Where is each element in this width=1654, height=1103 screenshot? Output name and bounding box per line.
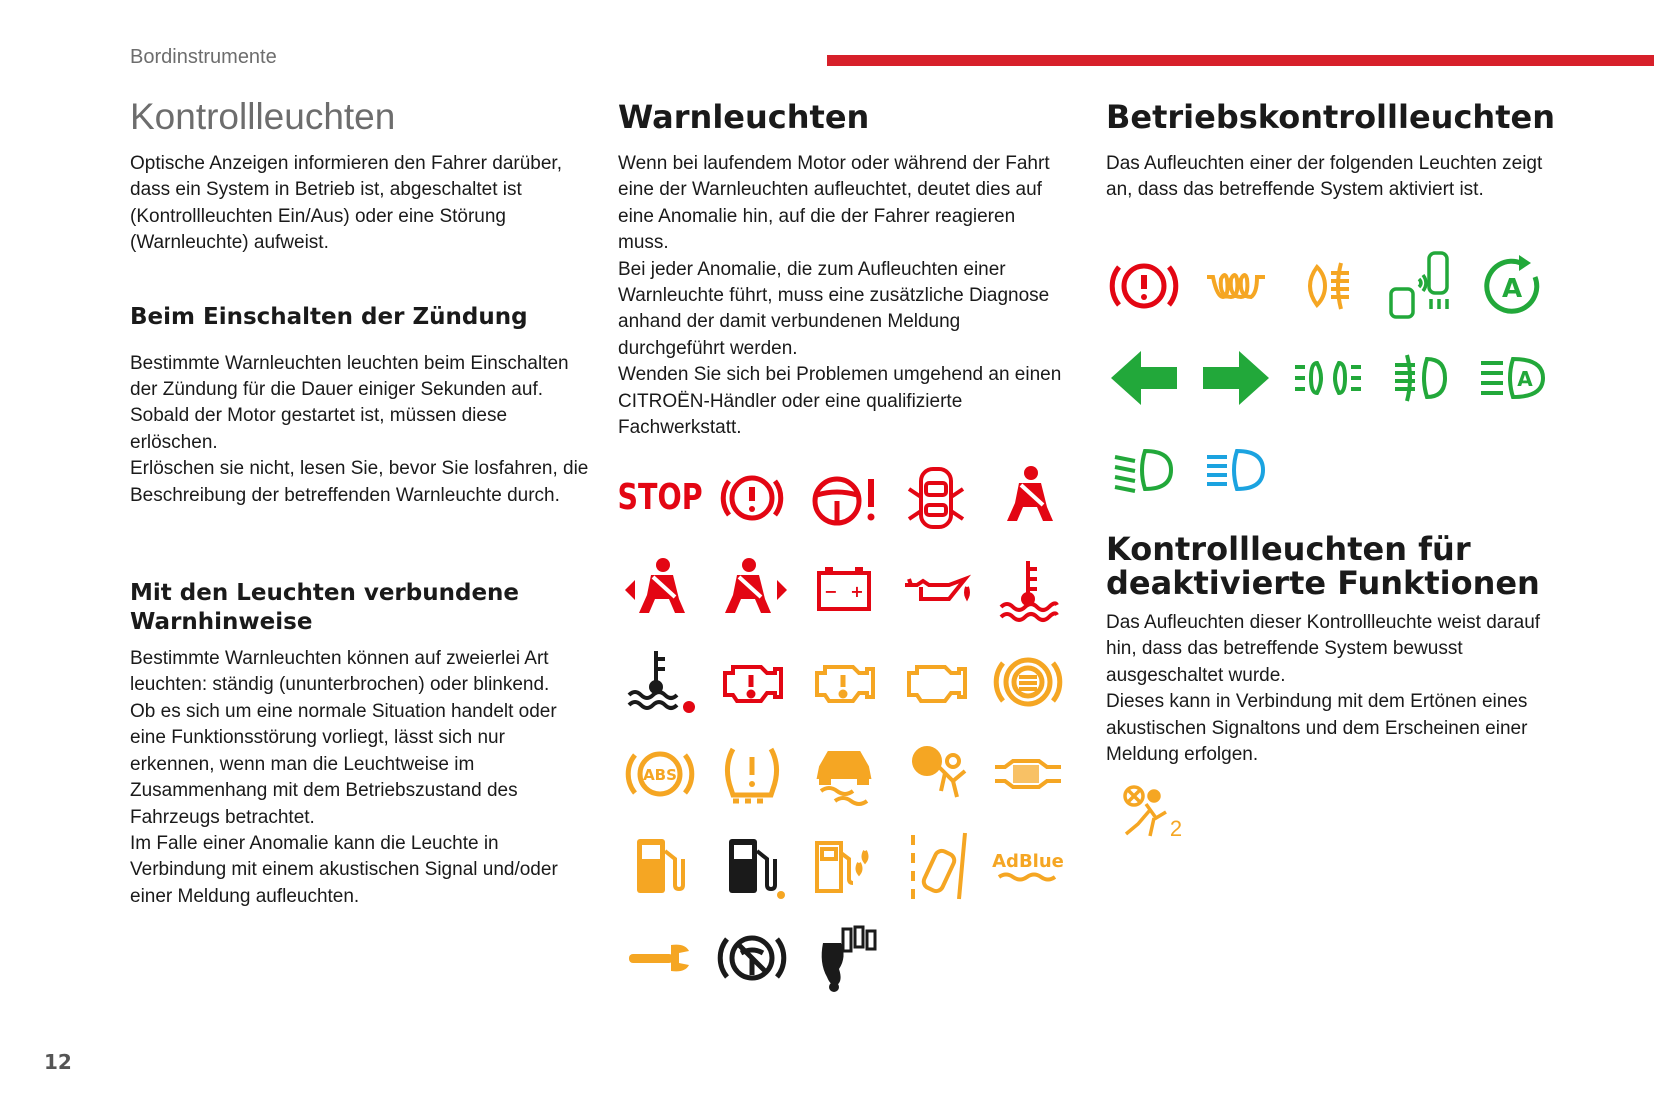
page-number: 12 <box>44 1050 72 1074</box>
svg-text:A: A <box>1501 274 1523 304</box>
warnings-text-2: Ob es sich um eine normale Situation handelt oder eine Funktionsstörung vorliegt, lässt sich nur erkennen, wenn man die Leuchtweise im Zusammenhang mit dem Betriebszustand des Fahrzeugs betrachtet. <box>130 700 557 828</box>
adblue-icon <box>982 820 1074 912</box>
seatbelt-left-icon <box>614 544 706 636</box>
dipped-beam-icon <box>1098 424 1190 516</box>
operating-lights-title: Betriebskontrollleuchten <box>1106 98 1555 136</box>
operating-icon-grid <box>1098 240 1558 516</box>
accent-bar <box>827 55 1654 66</box>
battery-icon <box>798 544 890 636</box>
intro-paragraph: Optische Anzeigen informieren den Fahrer darüber, dass ein System in Betrieb ist, abgeschaltet ist (Kontrollleuchten Ein/Aus) oder eine Störung (Warnleuchte) aufweist. <box>130 153 562 254</box>
fuel-level-icon <box>614 820 706 912</box>
warning-lights-text-2: Bei jeder Anomalie, die zum Aufleuchten einer Warnleuchte führt, muss eine zusätzliche Diagnose anhand der damit verbundenen Meldung durchgeführt werden. <box>618 258 1050 359</box>
warning-lights-text-1: Wenn bei laufendem Motor oder während der Fahrt eine der Warnleuchten aufleuchtet, deutet dies auf eine Anomalie hin, auf die der Fahrer reagieren muss. <box>618 153 1050 254</box>
foot-on-brake-icon <box>798 912 890 1004</box>
engine-self-diagnosis-icon <box>890 636 982 728</box>
stop-icon <box>614 452 706 544</box>
svg-text:ABS: ABS <box>643 766 677 784</box>
passenger-airbag-off-icon <box>1116 784 1190 844</box>
tyre-pressure-icon <box>706 728 798 820</box>
svg-text:STOP: STOP <box>617 475 703 518</box>
service-wrench-icon <box>614 912 706 1004</box>
right-indicator-icon <box>1190 332 1282 424</box>
column-intro <box>130 95 590 910</box>
warnings-text-3: Im Falle einer Anomalie kann die Leuchte in Verbindung mit einem akustischen Signal und/oder einer Meldung aufleuchten. <box>130 832 558 907</box>
warning-lights-text <box>618 151 1068 441</box>
main-beam-icon <box>1190 424 1282 516</box>
ignition-text-2: Erlöschen sie nicht, lesen Sie, bevor Sie losfahren, die Beschreibung der betreffenden Warnleuchte durch. <box>130 458 589 506</box>
fuel-reserve-icon <box>706 820 798 912</box>
column-warning-lights <box>618 95 1078 441</box>
deactivated-text <box>1106 610 1556 768</box>
ignition-heading: Beim Einschalten der Zündung <box>130 303 528 330</box>
electric-parking-brake-icon <box>982 636 1074 728</box>
coolant-level-icon <box>614 636 706 728</box>
brake-warning-icon <box>706 452 798 544</box>
door-open-icon <box>890 452 982 544</box>
park-assist-icon <box>1374 240 1466 332</box>
deactivated-text-1: Das Aufleuchten dieser Kontrollleuchte weist darauf hin, dass das betreffende System bewusst ausgeschaltet wurde. <box>1106 612 1541 686</box>
ignition-text <box>130 351 590 509</box>
seatbelt-icon <box>982 452 1074 544</box>
steering-lock-icon <box>706 912 798 1004</box>
oil-pressure-icon <box>890 544 982 636</box>
stop-start-icon <box>1466 240 1558 332</box>
parking-brake-applied-icon <box>1098 240 1190 332</box>
airbag-icon <box>890 728 982 820</box>
deactivated-text-2: Dieses kann in Verbindung mit dem Ertönen eines akustischen Signaltons und dem Erscheinen einer Meldung erfolgen. <box>1106 691 1528 766</box>
operating-lights-text: Das Aufleuchten einer der folgenden Leuchten zeigt an, dass das betreffende System aktiviert ist. <box>1106 153 1543 201</box>
warnings-heading: Mit den Leuchten verbundene Warnhinweise <box>130 580 520 636</box>
svg-text:+: + <box>850 582 864 601</box>
svg-text:A: A <box>1517 367 1533 391</box>
power-steering-icon <box>798 452 890 544</box>
warning-lights-text-3: Wenden Sie sich bei Problemen umgehend an einen CITROËN-Händler oder eine qualifizierte Fachwerkstatt. <box>618 364 1062 439</box>
svg-text:2: 2 <box>1169 816 1183 841</box>
seatbelt-right-icon <box>706 544 798 636</box>
auto-main-beam-icon <box>1466 332 1558 424</box>
engine-fault-orange-icon <box>798 636 890 728</box>
stability-control-icon <box>798 728 890 820</box>
engine-fault-red-icon <box>706 636 798 728</box>
warning-lights-title: Warnleuchten <box>618 98 870 136</box>
section-label: Bordinstrumente <box>130 46 277 68</box>
glow-plug-icon <box>1190 240 1282 332</box>
left-indicator-icon <box>1098 332 1190 424</box>
rear-fog-light-icon <box>1282 240 1374 332</box>
page-title: Kontrollleuchten <box>130 96 396 137</box>
sidelights-icon <box>1282 332 1374 424</box>
fuel-contamination-icon <box>798 820 890 912</box>
abs-icon <box>614 728 706 820</box>
deactivated-heading: Kontrollleuchten für deaktivierte Funktionen <box>1106 530 1540 602</box>
svg-text:−: − <box>824 582 838 601</box>
column-operating-lights <box>1106 95 1566 204</box>
lane-departure-icon <box>890 820 982 912</box>
ignition-text-1: Bestimmte Warnleuchten leuchten beim Einschalten der Zündung für die Dauer einiger Sekunden auf. Sobald der Motor gestartet ist, müssen diese erlöschen. <box>130 352 569 453</box>
front-fog-light-icon <box>1374 332 1466 424</box>
warning-icon-grid <box>614 452 1074 1004</box>
warnings-text-1: Bestimmte Warnleuchten können auf zweierlei Art leuchten: ständig (ununterbrochen) oder blinkend. <box>130 648 550 696</box>
deactivated-section <box>1106 532 1566 768</box>
svg-text:AdBlue: AdBlue <box>992 851 1064 872</box>
coolant-temp-icon <box>982 544 1074 636</box>
particle-filter-icon <box>982 728 1074 820</box>
warnings-text <box>130 646 590 910</box>
